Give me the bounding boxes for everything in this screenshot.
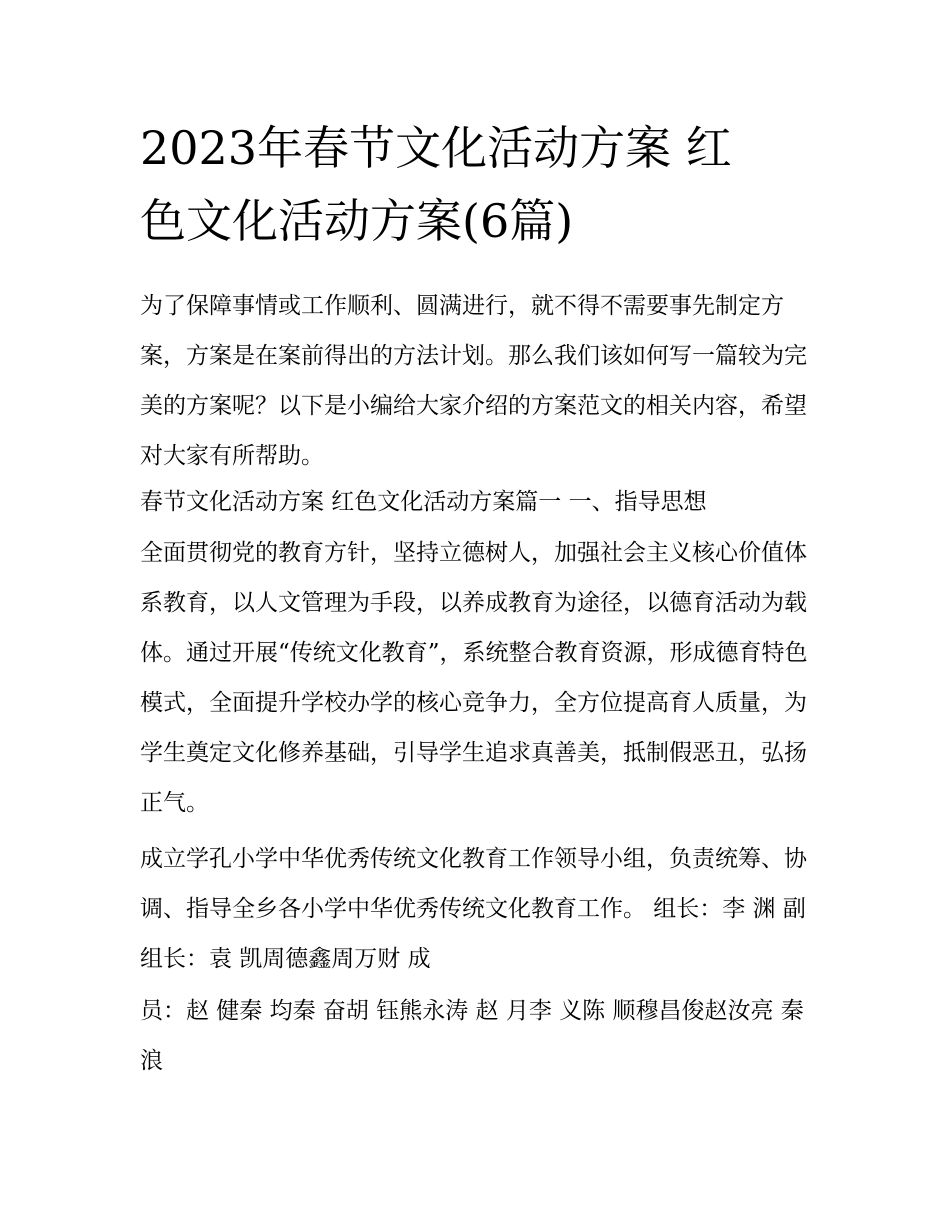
document-title — [140, 112, 820, 258]
members-paragraph: 员：赵 健秦 均秦 奋胡 钰熊永涛 赵 月李 义陈 顺穆昌俊赵汝亮 秦 浪 — [140, 998, 804, 1074]
section-heading: 春节文化活动方案 红色文化活动方案篇一 一、指导思想 — [140, 489, 707, 515]
leadership-group-paragraph: 成立学孔小学中华优秀传统文化教育工作领导小组，负责统筹、协调、指导全乡各小学中华优秀传统文化教育工作。 组长：李 渊 副组长：袁 凯周德鑫周万财 成 — [140, 846, 807, 972]
title-line-2: 色文化活动方案(6篇) — [140, 194, 574, 248]
title-line-1: 2023年春节文化活动方案 红 — [140, 121, 732, 175]
intro-paragraph: 为了保障事情或工作顺利、圆满进行，就不得不需要事先制定方案，方案是在案前得出的方法计划。那么我们该如何写一篇较为完美的方案呢？以下是小编给大家介绍的方案范文的相关内容，希望对大家有所帮助。 — [140, 293, 807, 469]
guiding-thought-paragraph: 全面贯彻党的教育方针，坚持立德树人，加强社会主义核心价值体系教育，以人文管理为手段，以养成教育为途径，以德育活动为载体。通过开展“传统文化教育”，系统整合教育资源，形成德育特色模式，全面提升学校办学的核心竞争力，全方位提高育人质量，为学生奠定文化修养基础，引导学生追求真善美，抵制假恶丑，弘扬正气。 — [140, 540, 808, 816]
